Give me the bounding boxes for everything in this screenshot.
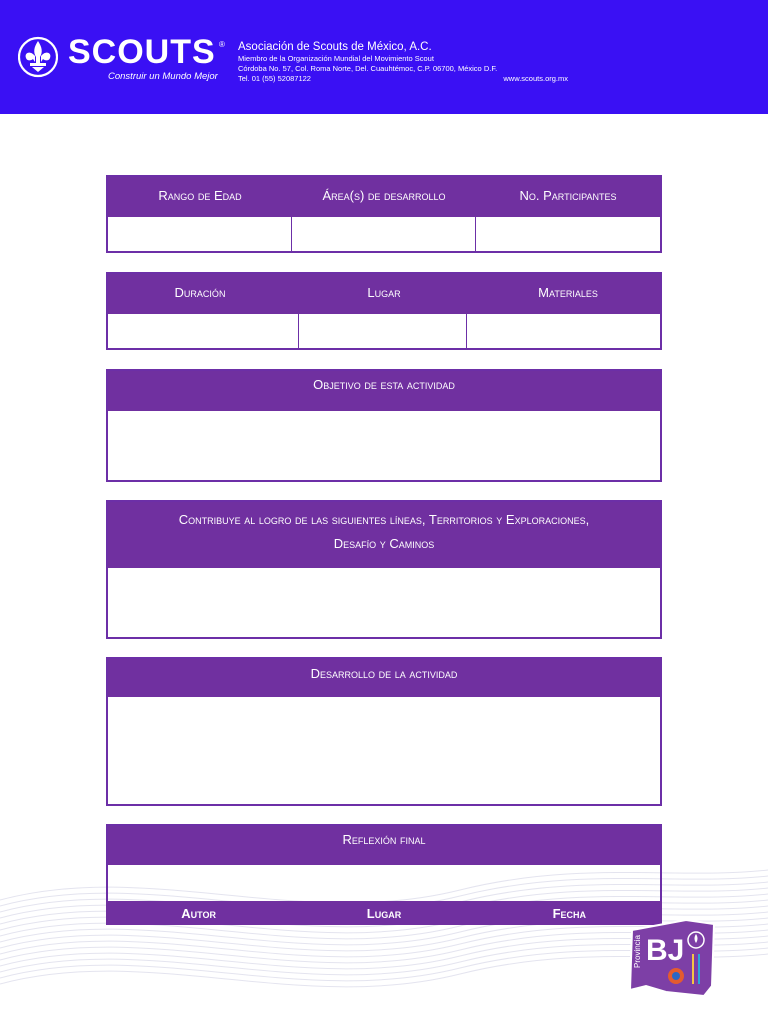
brand-tagline: Construir un Mundo Mejor (108, 71, 218, 82)
table1-input-row (108, 217, 660, 251)
table-duration-place-materials (106, 272, 662, 350)
provincia-bj-badge-icon (626, 916, 718, 998)
desarrollo-title: Desarrollo de la actividad (108, 659, 660, 697)
footer-autor: Autor (181, 906, 217, 921)
organization-membership: Miembro de la Organización Mundial del Movimiento Scout (238, 54, 434, 63)
no-participantes-field[interactable] (476, 217, 660, 251)
reflexion-field[interactable] (108, 865, 660, 902)
fleur-de-lis-logo-icon (18, 36, 58, 78)
footer-lugar: Lugar (366, 906, 402, 921)
page-header (0, 0, 768, 114)
organization-contact-row (238, 74, 568, 84)
section-desarrollo (106, 657, 662, 806)
objetivo-title: Objetivo de esta actividad (108, 371, 660, 411)
table1-header-row (108, 177, 660, 217)
section-reflexion (106, 824, 662, 904)
contribuye-title-line2: Desafío y Caminos (333, 536, 435, 551)
organization-info (238, 40, 568, 84)
brand-name: SCOUTS (68, 33, 216, 71)
section-contribuye (106, 500, 662, 639)
materiales-field[interactable] (467, 314, 660, 348)
header-no-participantes: No. Participantes (519, 188, 617, 203)
header-duracion: Duración (174, 285, 226, 300)
section-objetivo (106, 369, 662, 482)
contribuye-field[interactable] (108, 568, 660, 637)
header-areas-desarrollo: Área(s) de desarrollo (322, 188, 446, 203)
registered-mark: ® (219, 40, 225, 49)
objetivo-field[interactable] (108, 411, 660, 480)
organization-website: www.scouts.org.mx (503, 74, 568, 83)
desarrollo-field[interactable] (108, 697, 660, 804)
header-rango-edad: Rango de Edad (158, 188, 242, 203)
badge-side-text: Provincia (633, 935, 642, 968)
organization-address: Córdoba No. 57, Col. Roma Norte, Del. Cuauhtémoc, C.P. 06700, México D.F. (238, 64, 498, 73)
organization-phone: Tel. 01 (55) 52087122 (238, 74, 311, 83)
contribuye-title (108, 502, 660, 568)
header-materiales: Materiales (538, 285, 598, 300)
table2-header-row (108, 274, 660, 314)
contribuye-title-line1: Contribuye al logro de las siguientes líneas, Territorios y Exploraciones, (178, 512, 590, 527)
areas-desarrollo-field[interactable] (292, 217, 476, 251)
footer-fecha: Fecha (552, 906, 587, 921)
badge-letters: BJ (646, 934, 685, 967)
rango-edad-field[interactable] (108, 217, 292, 251)
organization-name: Asociación de Scouts de México, A.C. (238, 41, 432, 53)
reflexion-title: Reflexión final (108, 826, 660, 865)
signature-row (106, 901, 662, 925)
lugar-field[interactable] (299, 314, 467, 348)
duracion-field[interactable] (108, 314, 299, 348)
header-lugar: Lugar (367, 285, 401, 300)
table2-input-row (108, 314, 660, 348)
table-age-area-participants (106, 175, 662, 253)
